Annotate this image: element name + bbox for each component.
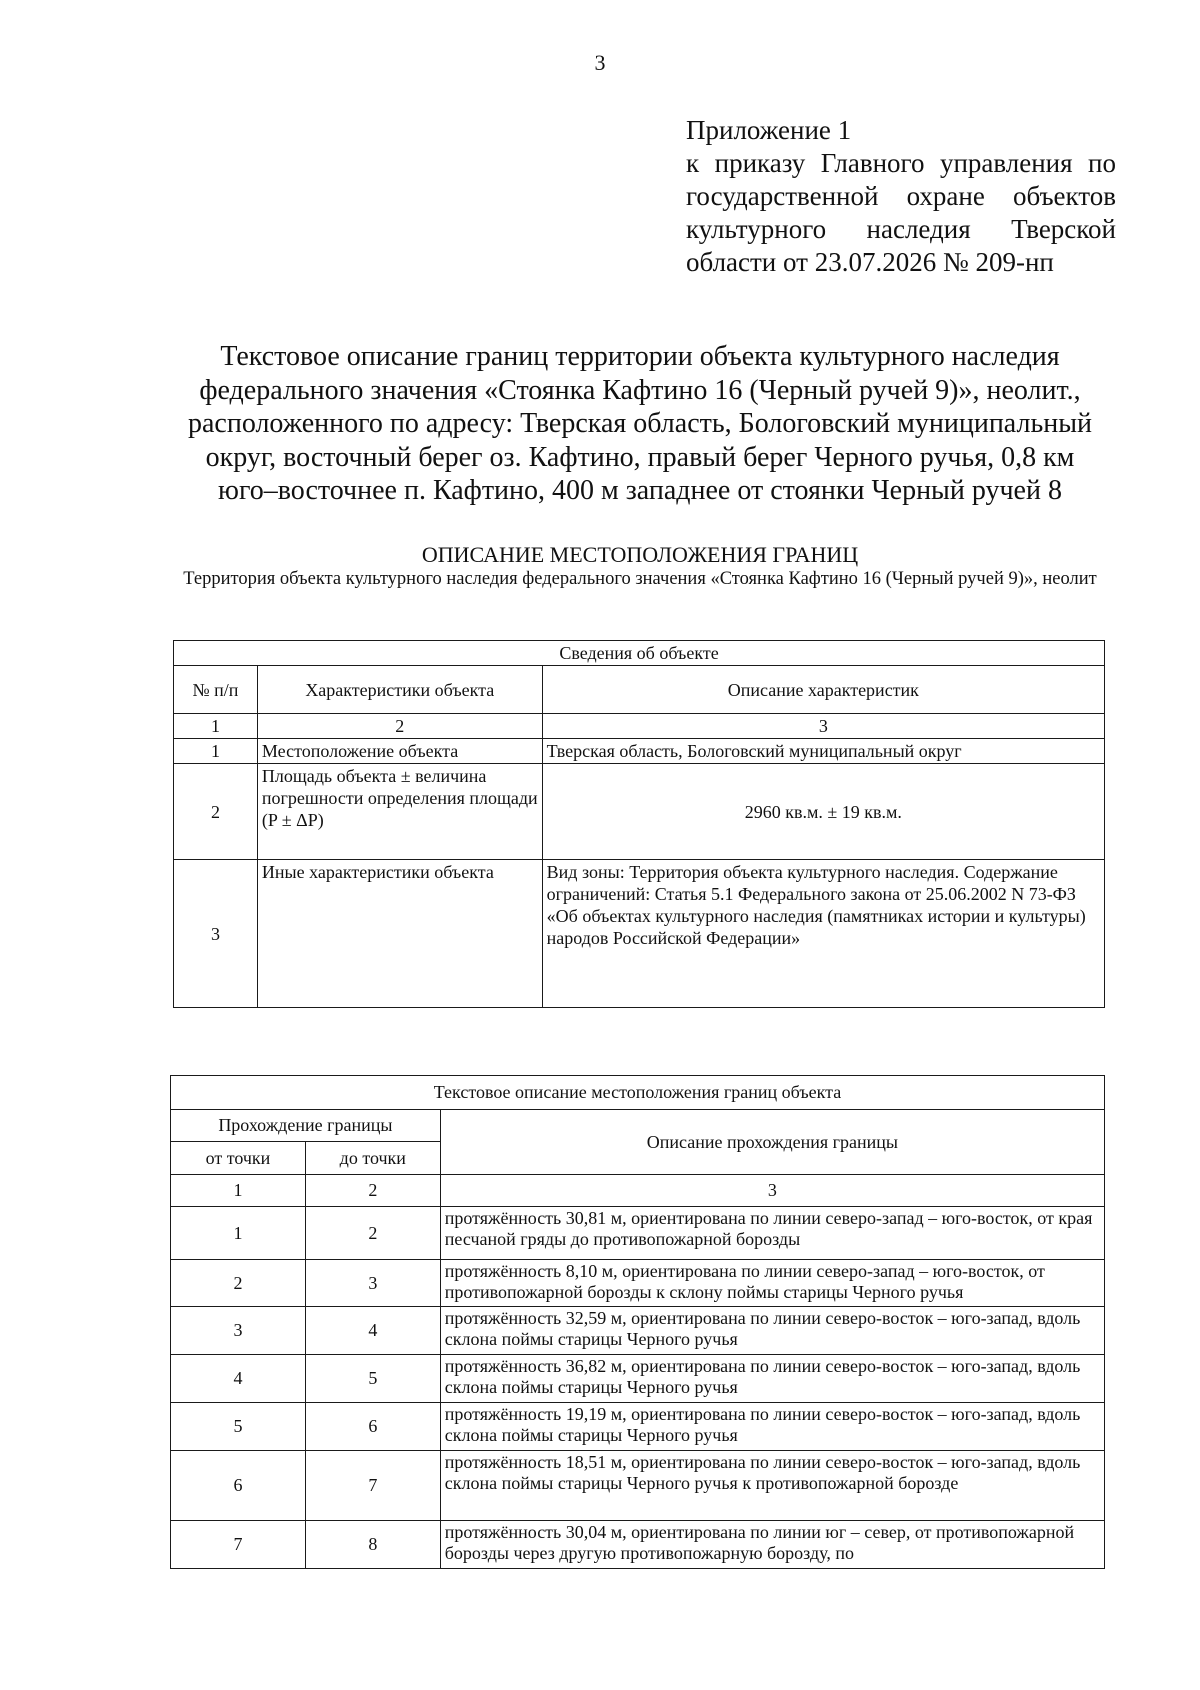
from-point: 2 xyxy=(171,1260,306,1307)
appendix-body: к приказу Главного управления по государственной охране объектов культурного наследия Тверской области от 23.07.2026 № 209-нп xyxy=(686,148,1116,277)
table-row xyxy=(171,1451,1105,1521)
column-header: от точки xyxy=(171,1142,306,1175)
table-row xyxy=(171,1355,1105,1403)
boundary-description: протяжённость 36,82 м, ориентирована по линии северо-восток – юго-запад, вдоль склона поймы старицы Черного ручья xyxy=(440,1355,1104,1403)
to-point: 4 xyxy=(305,1307,440,1355)
from-point: 7 xyxy=(171,1521,306,1569)
from-point: 3 xyxy=(171,1307,306,1355)
from-point: 6 xyxy=(171,1451,306,1521)
characteristic-description: Тверская область, Бологовский муниципальный округ xyxy=(542,739,1104,764)
table-row xyxy=(171,1403,1105,1451)
to-point: 6 xyxy=(305,1403,440,1451)
column-header: до точки xyxy=(305,1142,440,1175)
table-row xyxy=(171,1207,1105,1260)
column-number: 2 xyxy=(257,714,542,739)
page-number: 3 xyxy=(594,50,606,75)
from-point: 5 xyxy=(171,1403,306,1451)
boundary-description: протяжённость 8,10 м, ориентирована по линии северо-запад – юго-восток, от противопожарной борозды к склону поймы старицы Черного ручья xyxy=(440,1260,1104,1307)
section-heading: ОПИСАНИЕ МЕСТОПОЛОЖЕНИЯ ГРАНИЦ xyxy=(421,542,859,567)
to-point: 3 xyxy=(305,1260,440,1307)
table-caption: Текстовое описание местоположения границ объекта xyxy=(171,1076,1105,1110)
column-group-header: Прохождение границы xyxy=(171,1110,441,1142)
appendix-title: Приложение 1 xyxy=(686,115,852,145)
boundary-description: протяжённость 30,04 м, ориентирована по линии юг – север, от противопожарной борозды через другую противопожарную борозду, по xyxy=(440,1521,1104,1569)
column-number: 1 xyxy=(174,714,258,739)
column-header: Описание прохождения границы xyxy=(440,1110,1104,1175)
title-line: Текстовое описание границ территории объекта культурного наследия xyxy=(220,341,1060,372)
from-point: 1 xyxy=(171,1207,306,1260)
title-line: расположенного по адресу: Тверская область, Бологовский муниципальный xyxy=(187,408,1092,439)
column-number: 3 xyxy=(440,1175,1104,1207)
boundary-description: протяжённость 18,51 м, ориентирована по линии северо-восток – юго-запад, вдоль склона поймы старицы Черного ручья к противопожарной борозде xyxy=(440,1451,1104,1521)
row-number: 2 xyxy=(174,764,258,860)
characteristic-name: Местоположение объекта xyxy=(257,739,542,764)
boundary-description: протяжённость 30,81 м, ориентирована по линии северо-запад – юго-восток, от края песчаной гряды до противопожарной борозды xyxy=(440,1207,1104,1260)
table-row xyxy=(174,860,1105,1008)
section-subheading: Территория объекта культурного наследия федерального значения «Стоянка Кафтино 16 (Черный ручей 9)», неолит xyxy=(183,569,1097,589)
column-number: 1 xyxy=(171,1175,306,1207)
from-point: 4 xyxy=(171,1355,306,1403)
to-point: 8 xyxy=(305,1521,440,1569)
table-row xyxy=(171,1521,1105,1569)
title-line: юго–восточнее п. Кафтино, 400 м западнее от стоянки Черный ручей 8 xyxy=(218,475,1062,506)
to-point: 2 xyxy=(305,1207,440,1260)
row-number: 1 xyxy=(174,739,258,764)
table-row xyxy=(174,764,1105,860)
appendix-block xyxy=(686,114,1116,279)
column-header: Характеристики объекта xyxy=(257,666,542,714)
boundary-description: протяжённость 32,59 м, ориентирована по линии северо-восток – юго-запад, вдоль склона поймы старицы Черного ручья xyxy=(440,1307,1104,1355)
table-row xyxy=(174,739,1105,764)
title-line: округ, восточный берег оз. Кафтино, правый берег Черного ручья, 0,8 км xyxy=(205,441,1075,473)
title-line: федерального значения «Стоянка Кафтино 16 (Черный ручей 9)», неолит., xyxy=(199,374,1081,406)
to-point: 5 xyxy=(305,1355,440,1403)
characteristic-description: Вид зоны: Территория объекта культурного наследия. Содержание ограничений: Статья 5.1 Федерального закона от 25.06.2002 N 73-ФЗ «Об объектах культурного наследия (памятниках истории и культуры) народов Российской Федерации» xyxy=(542,860,1104,1008)
table-row xyxy=(171,1307,1105,1355)
column-header: Описание характеристик xyxy=(542,666,1104,714)
object-info-table xyxy=(173,640,1105,1008)
to-point: 7 xyxy=(305,1451,440,1521)
row-number: 3 xyxy=(174,860,258,1008)
boundary-description: протяжённость 19,19 м, ориентирована по линии северо-восток – юго-запад, вдоль склона поймы старицы Черного ручья xyxy=(440,1403,1104,1451)
table-row xyxy=(171,1260,1105,1307)
characteristic-name: Площадь объекта ± величина погрешности определения площади (P ± ΔP) xyxy=(257,764,542,860)
characteristic-description: 2960 кв.м. ± 19 кв.м. xyxy=(542,764,1104,860)
column-number: 2 xyxy=(305,1175,440,1207)
document-title xyxy=(160,340,1120,508)
column-header: № п/п xyxy=(174,666,258,714)
table-caption: Сведения об объекте xyxy=(174,641,1105,666)
column-number: 3 xyxy=(542,714,1104,739)
boundary-description-table xyxy=(170,1075,1105,1569)
characteristic-name: Иные характеристики объекта xyxy=(257,860,542,1008)
